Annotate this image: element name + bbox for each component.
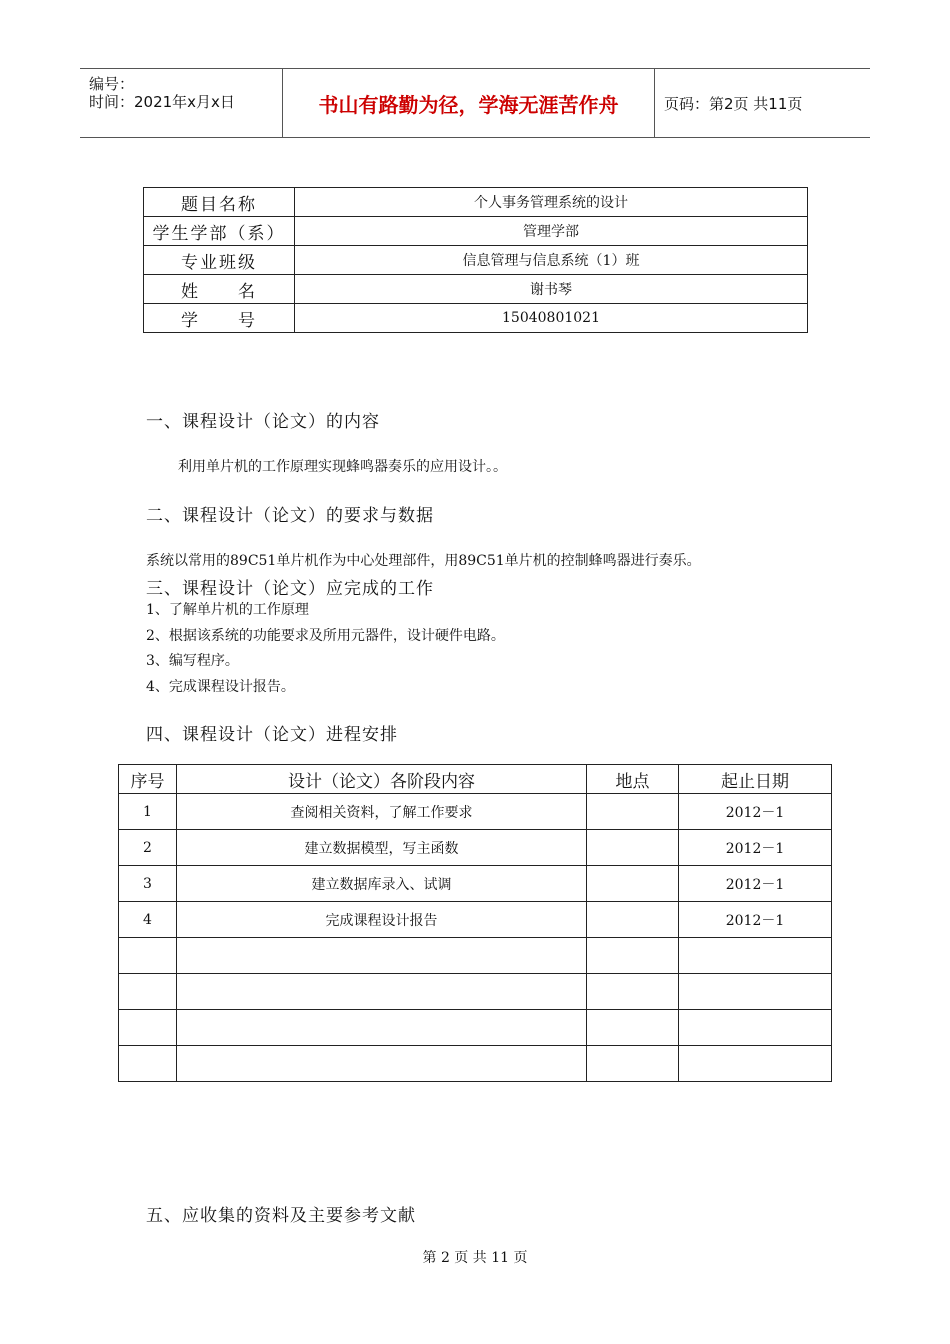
table-row bbox=[119, 902, 832, 938]
section-1-title: 一、课程设计（论文）的内容 bbox=[146, 412, 380, 432]
cell-date bbox=[679, 974, 832, 1010]
info-value: 管理学部 bbox=[295, 217, 808, 246]
cell-location bbox=[587, 1046, 679, 1082]
cell-index: 4 bbox=[119, 902, 177, 938]
cell-index bbox=[119, 938, 177, 974]
schedule-header-row bbox=[119, 765, 832, 794]
table-row bbox=[119, 866, 832, 902]
table-row bbox=[119, 794, 832, 830]
info-row bbox=[144, 246, 808, 275]
cell-content: 建立数据模型，写主函数 bbox=[177, 830, 587, 866]
cell-index: 3 bbox=[119, 866, 177, 902]
cell-date bbox=[679, 1046, 832, 1082]
info-label: 题目名称 bbox=[144, 188, 295, 217]
cell-content bbox=[177, 1046, 587, 1082]
cell-content bbox=[177, 938, 587, 974]
cell-index bbox=[119, 1010, 177, 1046]
cell-location bbox=[587, 974, 679, 1010]
table-row bbox=[119, 830, 832, 866]
table-row bbox=[119, 1046, 832, 1082]
info-label: 专业班级 bbox=[144, 246, 295, 275]
cell-index bbox=[119, 1046, 177, 1082]
cell-location bbox=[587, 902, 679, 938]
cell-content bbox=[177, 1010, 587, 1046]
cell-index: 2 bbox=[119, 830, 177, 866]
header-motto: 书山有路勤为径，学海无涯苦作舟 bbox=[283, 69, 655, 137]
column-header: 设计（论文）各阶段内容 bbox=[177, 765, 587, 794]
column-header: 序号 bbox=[119, 765, 177, 794]
info-row bbox=[144, 304, 808, 333]
page-header bbox=[80, 68, 870, 138]
cell-index bbox=[119, 974, 177, 1010]
header-meta bbox=[80, 69, 283, 137]
cell-index: 1 bbox=[119, 794, 177, 830]
info-value: 信息管理与信息系统（1）班 bbox=[295, 246, 808, 275]
cell-location bbox=[587, 830, 679, 866]
work-item: 4、完成课程设计报告。 bbox=[146, 679, 295, 695]
table-row bbox=[119, 1010, 832, 1046]
page-footer: 第 2 页 共 11 页 bbox=[422, 1250, 528, 1266]
cell-content: 建立数据库录入、试调 bbox=[177, 866, 587, 902]
section-2-title: 二、课程设计（论文）的要求与数据 bbox=[146, 506, 434, 526]
cell-date: 2012－1 bbox=[679, 902, 832, 938]
section-3-title: 三、课程设计（论文）应完成的工作 bbox=[146, 579, 434, 599]
info-value: 15040801021 bbox=[295, 304, 808, 333]
cell-location bbox=[587, 938, 679, 974]
cell-date bbox=[679, 1010, 832, 1046]
info-row bbox=[144, 275, 808, 304]
info-row bbox=[144, 188, 808, 217]
table-row bbox=[119, 974, 832, 1010]
cell-location bbox=[587, 1010, 679, 1046]
table-row bbox=[119, 938, 832, 974]
cell-date: 2012－1 bbox=[679, 830, 832, 866]
column-header: 起止日期 bbox=[679, 765, 832, 794]
section-4-title: 四、课程设计（论文）进程安排 bbox=[146, 725, 398, 745]
work-item: 1、了解单片机的工作原理 bbox=[146, 602, 309, 618]
cell-date bbox=[679, 938, 832, 974]
cell-date: 2012－1 bbox=[679, 866, 832, 902]
cell-date: 2012－1 bbox=[679, 794, 832, 830]
cell-content: 查阅相关资料，了解工作要求 bbox=[177, 794, 587, 830]
work-item: 2、根据该系统的功能要求及所用元器件，设计硬件电路。 bbox=[146, 628, 505, 644]
section-5-title: 五、应收集的资料及主要参考文献 bbox=[146, 1206, 416, 1226]
info-table bbox=[143, 187, 808, 333]
cell-content: 完成课程设计报告 bbox=[177, 902, 587, 938]
cell-content bbox=[177, 974, 587, 1010]
info-label: 姓 名 bbox=[144, 275, 295, 304]
section-1-text: 利用单片机的工作原理实现蜂鸣器奏乐的应用设计。。 bbox=[178, 459, 507, 475]
info-value: 谢书琴 bbox=[295, 275, 808, 304]
cell-location bbox=[587, 794, 679, 830]
time-label: 时间：2021年x月x日 bbox=[89, 93, 235, 111]
header-page-info: 页码：第2页 共11页 bbox=[664, 94, 803, 113]
info-label: 学 号 bbox=[144, 304, 295, 333]
cell-location bbox=[587, 866, 679, 902]
info-label: 学生学部（系） bbox=[144, 217, 295, 246]
number-label: 编号： bbox=[89, 75, 135, 93]
schedule-table bbox=[118, 764, 832, 1082]
work-item: 3、编写程序。 bbox=[146, 653, 239, 669]
info-row bbox=[144, 217, 808, 246]
column-header: 地点 bbox=[587, 765, 679, 794]
info-value: 个人事务管理系统的设计 bbox=[295, 188, 808, 217]
section-2-text: 系统以常用的89C51单片机作为中心处理部件，用89C51单片机的控制蜂鸣器进行奏乐。 bbox=[146, 553, 701, 569]
